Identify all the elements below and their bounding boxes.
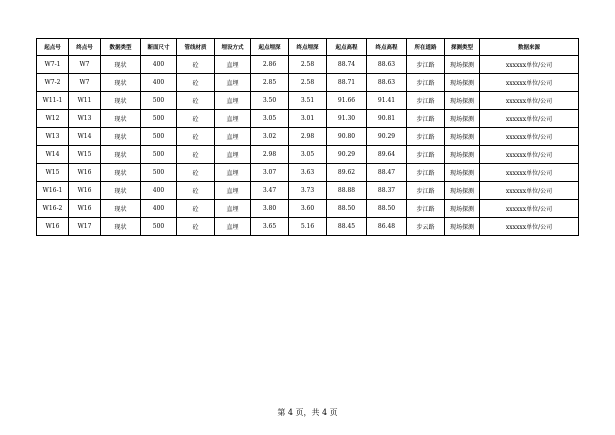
table-cell: 砼 bbox=[177, 92, 215, 110]
table-cell: 现场探测 bbox=[445, 110, 480, 128]
table-cell: 步江路 bbox=[407, 128, 445, 146]
table-cell: 3.01 bbox=[289, 110, 327, 128]
table-cell: 500 bbox=[141, 92, 177, 110]
table-cell: xxxxxx单位/公司 bbox=[480, 218, 579, 236]
table-cell: xxxxxx单位/公司 bbox=[480, 74, 579, 92]
table-cell: 3.63 bbox=[289, 164, 327, 182]
table-cell: 3.05 bbox=[251, 110, 289, 128]
table-cell: 砼 bbox=[177, 200, 215, 218]
table-cell: 砼 bbox=[177, 110, 215, 128]
column-header: 终点埋深 bbox=[289, 39, 327, 56]
table-cell: 2.58 bbox=[289, 56, 327, 74]
table-cell: 88.47 bbox=[367, 164, 407, 182]
table-cell: 500 bbox=[141, 128, 177, 146]
table-cell: 3.02 bbox=[251, 128, 289, 146]
table-cell: 现状 bbox=[101, 146, 141, 164]
page-number-footer: 第 4 页，共 4 页 bbox=[277, 408, 338, 417]
table-row bbox=[37, 56, 579, 74]
table-cell: 88.63 bbox=[367, 74, 407, 92]
table-cell: 现状 bbox=[101, 74, 141, 92]
table-cell: 现场探测 bbox=[445, 56, 480, 74]
table-cell: 步江路 bbox=[407, 146, 445, 164]
table-cell: 90.29 bbox=[367, 128, 407, 146]
table-cell: xxxxxx单位/公司 bbox=[480, 128, 579, 146]
table-cell: 5.16 bbox=[289, 218, 327, 236]
table-cell: 2.98 bbox=[289, 128, 327, 146]
table-cell: 400 bbox=[141, 74, 177, 92]
table-cell: 步江路 bbox=[407, 110, 445, 128]
pipeline-data-table bbox=[36, 38, 579, 236]
table-cell: xxxxxx单位/公司 bbox=[480, 110, 579, 128]
column-header: 所在道路 bbox=[407, 39, 445, 56]
table-cell: 直埋 bbox=[215, 74, 251, 92]
table-cell: W17 bbox=[69, 218, 101, 236]
column-header: 起点号 bbox=[37, 39, 69, 56]
table-cell: 3.05 bbox=[289, 146, 327, 164]
table-cell: 现场探测 bbox=[445, 200, 480, 218]
table-cell: 2.85 bbox=[251, 74, 289, 92]
table-cell: 现状 bbox=[101, 56, 141, 74]
table-cell: 500 bbox=[141, 164, 177, 182]
table-cell: 直埋 bbox=[215, 146, 251, 164]
table-cell: 现场探测 bbox=[445, 74, 480, 92]
column-header: 数据类型 bbox=[101, 39, 141, 56]
table-cell: 现状 bbox=[101, 182, 141, 200]
table-cell: 500 bbox=[141, 218, 177, 236]
table-cell: 步江路 bbox=[407, 74, 445, 92]
table-cell: 砼 bbox=[177, 164, 215, 182]
table-cell: xxxxxx单位/公司 bbox=[480, 92, 579, 110]
table-row bbox=[37, 200, 579, 218]
table-cell: 90.80 bbox=[327, 128, 367, 146]
table-cell: W15 bbox=[37, 164, 69, 182]
table-cell: 89.62 bbox=[327, 164, 367, 182]
table-cell: 直埋 bbox=[215, 200, 251, 218]
table-cell: 88.37 bbox=[367, 182, 407, 200]
table-cell: 现场探测 bbox=[445, 218, 480, 236]
column-header: 终点高程 bbox=[367, 39, 407, 56]
table-cell: 步江路 bbox=[407, 182, 445, 200]
table-cell: 400 bbox=[141, 200, 177, 218]
table-cell: W7 bbox=[69, 74, 101, 92]
table-cell: 91.41 bbox=[367, 92, 407, 110]
table-cell: 直埋 bbox=[215, 92, 251, 110]
table-cell: 400 bbox=[141, 56, 177, 74]
table-cell: 现场探测 bbox=[445, 146, 480, 164]
table-cell: 步江路 bbox=[407, 164, 445, 182]
column-header: 起点埋深 bbox=[251, 39, 289, 56]
table-cell: 3.07 bbox=[251, 164, 289, 182]
table-cell: 2.98 bbox=[251, 146, 289, 164]
table-header-row bbox=[37, 39, 579, 56]
table-cell: 90.29 bbox=[327, 146, 367, 164]
table-cell: W14 bbox=[37, 146, 69, 164]
table-row bbox=[37, 146, 579, 164]
table-cell: 3.73 bbox=[289, 182, 327, 200]
table-cell: xxxxxx单位/公司 bbox=[480, 146, 579, 164]
column-header: 终点号 bbox=[69, 39, 101, 56]
table-cell: 砼 bbox=[177, 56, 215, 74]
table-cell: 砼 bbox=[177, 74, 215, 92]
table-cell: W16-1 bbox=[37, 182, 69, 200]
table-cell: 91.66 bbox=[327, 92, 367, 110]
table-cell: 91.30 bbox=[327, 110, 367, 128]
table-row bbox=[37, 128, 579, 146]
table-cell: xxxxxx单位/公司 bbox=[480, 164, 579, 182]
table-cell: W12 bbox=[37, 110, 69, 128]
table-cell: W13 bbox=[37, 128, 69, 146]
table-cell: 现场探测 bbox=[445, 128, 480, 146]
table-cell: 3.51 bbox=[289, 92, 327, 110]
table-cell: W7-1 bbox=[37, 56, 69, 74]
table-cell: 3.47 bbox=[251, 182, 289, 200]
table-cell: 88.50 bbox=[367, 200, 407, 218]
table-cell: 3.50 bbox=[251, 92, 289, 110]
table-cell: 88.71 bbox=[327, 74, 367, 92]
table-cell: 直埋 bbox=[215, 218, 251, 236]
table-cell: 500 bbox=[141, 146, 177, 164]
table-cell: 步云路 bbox=[407, 218, 445, 236]
table-cell: 88.45 bbox=[327, 218, 367, 236]
table-cell: 步江路 bbox=[407, 200, 445, 218]
table-cell: W16 bbox=[37, 218, 69, 236]
table-cell: 砼 bbox=[177, 146, 215, 164]
table-cell: 90.81 bbox=[367, 110, 407, 128]
table-cell: 现场探测 bbox=[445, 182, 480, 200]
table-cell: xxxxxx单位/公司 bbox=[480, 200, 579, 218]
column-header: 管线材质 bbox=[177, 39, 215, 56]
table-cell: 500 bbox=[141, 110, 177, 128]
table-cell: xxxxxx单位/公司 bbox=[480, 56, 579, 74]
table-cell: 88.50 bbox=[327, 200, 367, 218]
table-cell: 89.64 bbox=[367, 146, 407, 164]
table-cell: W16 bbox=[69, 200, 101, 218]
table-cell: W16-2 bbox=[37, 200, 69, 218]
table-cell: W7-2 bbox=[37, 74, 69, 92]
column-header: 数据来源 bbox=[480, 39, 579, 56]
table-row bbox=[37, 110, 579, 128]
column-header: 起点高程 bbox=[327, 39, 367, 56]
table-cell: W11 bbox=[69, 92, 101, 110]
table-cell: 直埋 bbox=[215, 182, 251, 200]
table-cell: 现状 bbox=[101, 110, 141, 128]
table-cell: 2.58 bbox=[289, 74, 327, 92]
table-cell: W15 bbox=[69, 146, 101, 164]
table-cell: W16 bbox=[69, 164, 101, 182]
column-header: 断面尺寸 bbox=[141, 39, 177, 56]
table-cell: 3.80 bbox=[251, 200, 289, 218]
table-cell: 步江路 bbox=[407, 92, 445, 110]
table-cell: W11-1 bbox=[37, 92, 69, 110]
table-row bbox=[37, 74, 579, 92]
table-cell: W16 bbox=[69, 182, 101, 200]
table-cell: 现场探测 bbox=[445, 92, 480, 110]
table-cell: 砼 bbox=[177, 218, 215, 236]
table-cell: 直埋 bbox=[215, 110, 251, 128]
table-cell: 现状 bbox=[101, 92, 141, 110]
table-cell: 现状 bbox=[101, 128, 141, 146]
table-cell: 88.74 bbox=[327, 56, 367, 74]
table-cell: 88.88 bbox=[327, 182, 367, 200]
table-row bbox=[37, 218, 579, 236]
table-cell: 86.48 bbox=[367, 218, 407, 236]
table-cell: 现状 bbox=[101, 164, 141, 182]
table-cell: 直埋 bbox=[215, 164, 251, 182]
table-cell: W13 bbox=[69, 110, 101, 128]
table-row bbox=[37, 164, 579, 182]
table-cell: 现状 bbox=[101, 218, 141, 236]
table-cell: W7 bbox=[69, 56, 101, 74]
table-row bbox=[37, 182, 579, 200]
table-cell: 3.60 bbox=[289, 200, 327, 218]
table-cell: 直埋 bbox=[215, 128, 251, 146]
table-cell: 现场探测 bbox=[445, 164, 480, 182]
table-body bbox=[37, 56, 579, 236]
table-cell: W14 bbox=[69, 128, 101, 146]
table-cell: 砼 bbox=[177, 128, 215, 146]
column-header: 探测类型 bbox=[445, 39, 480, 56]
table-cell: 88.63 bbox=[367, 56, 407, 74]
table-cell: 400 bbox=[141, 182, 177, 200]
table-cell: 砼 bbox=[177, 182, 215, 200]
column-header: 埋设方式 bbox=[215, 39, 251, 56]
table-cell: 2.86 bbox=[251, 56, 289, 74]
table-cell: 步江路 bbox=[407, 56, 445, 74]
table-cell: 直埋 bbox=[215, 56, 251, 74]
table-cell: xxxxxx单位/公司 bbox=[480, 182, 579, 200]
table-cell: 现状 bbox=[101, 200, 141, 218]
table-cell: 3.65 bbox=[251, 218, 289, 236]
table-row bbox=[37, 92, 579, 110]
